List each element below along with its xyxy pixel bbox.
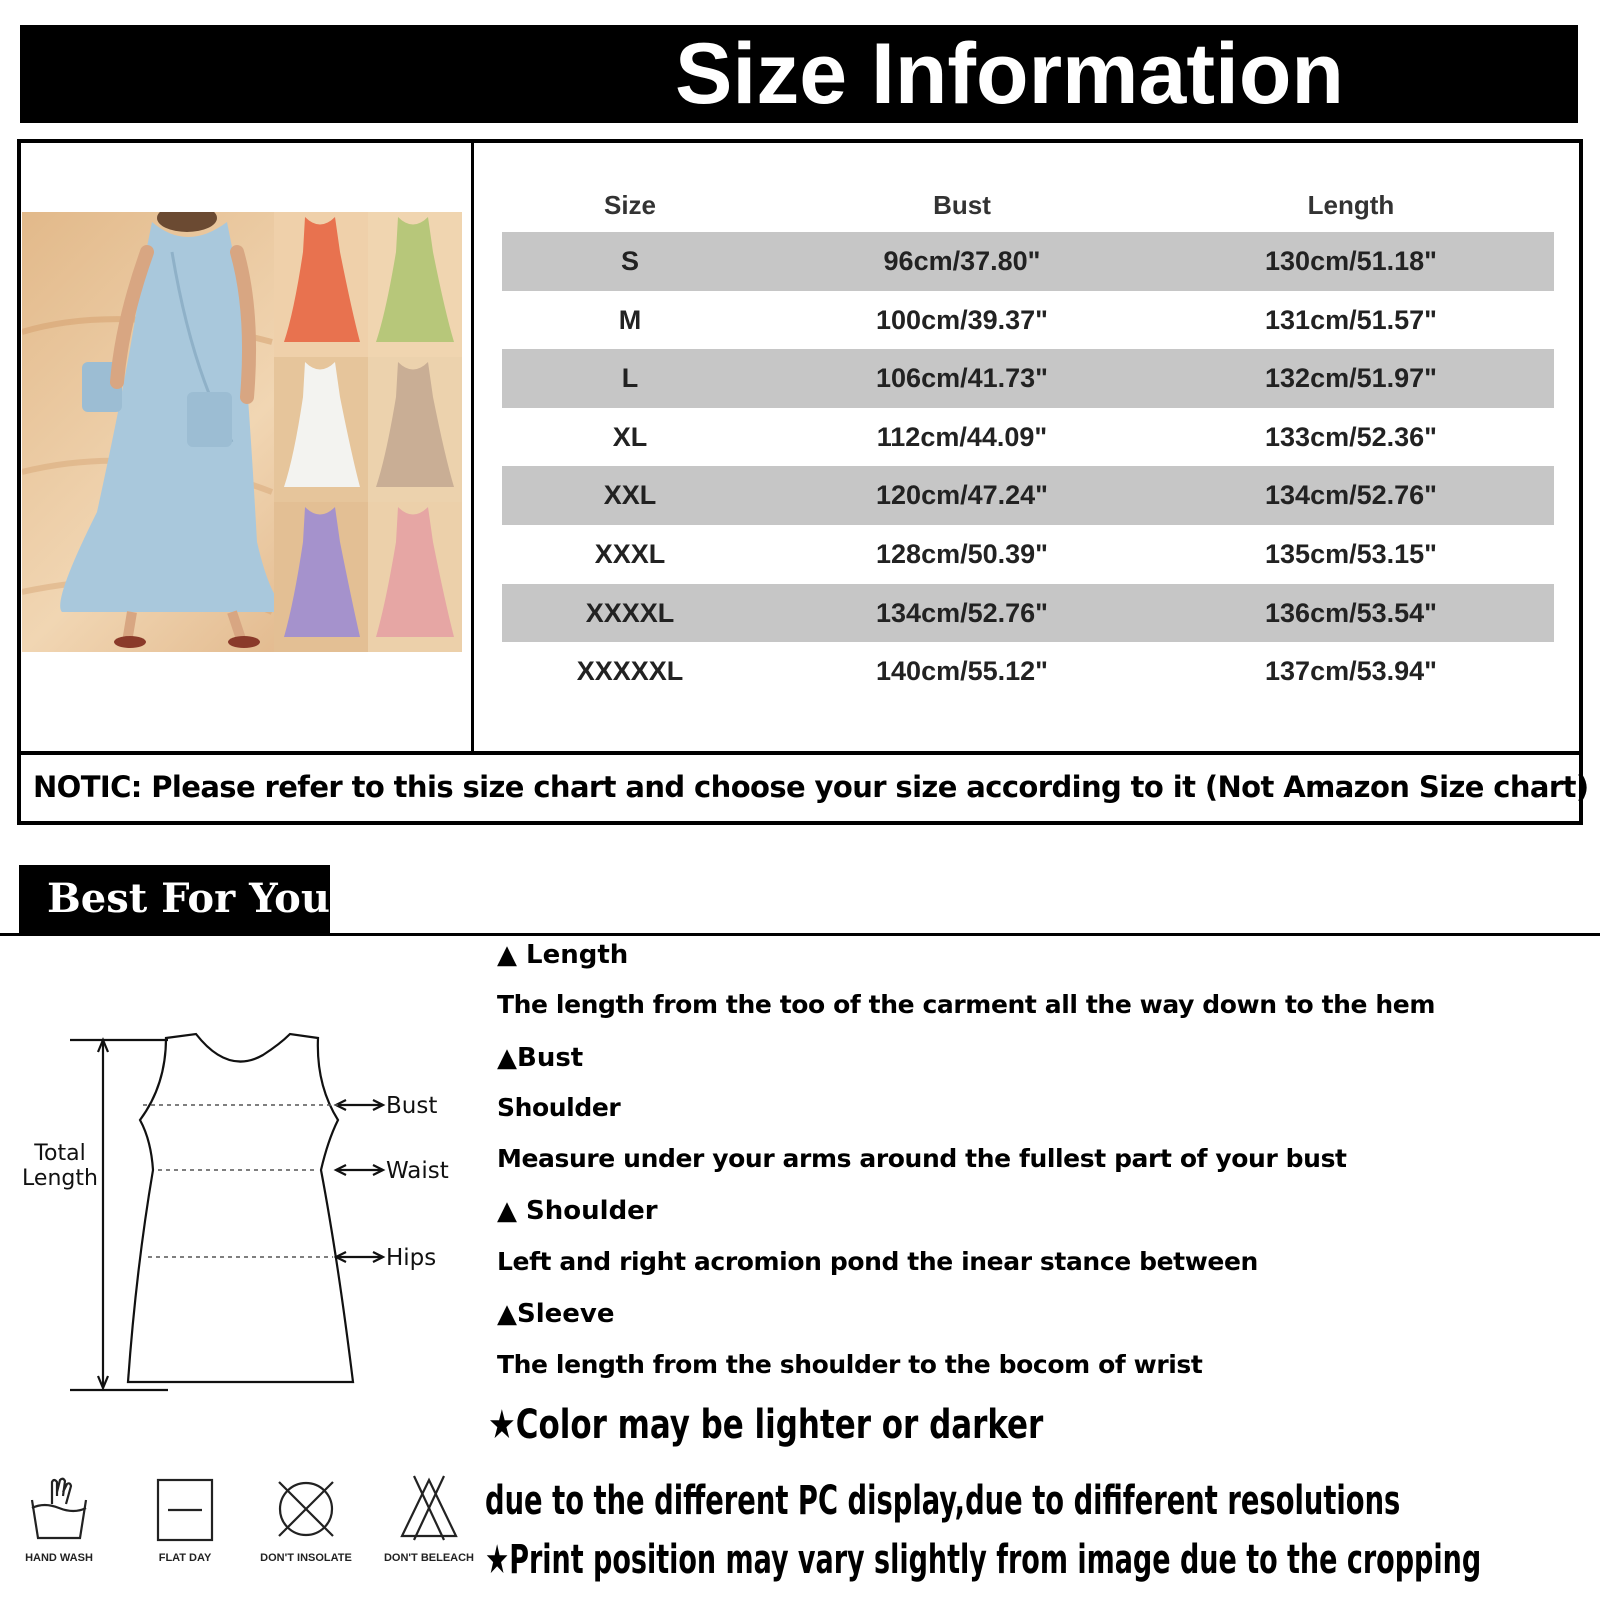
waist-label: Waist (386, 1158, 449, 1184)
length-heading: ▲ Length (497, 940, 629, 970)
thumb-khaki (368, 357, 462, 502)
color-note: ★Color may be lighter or darker (488, 1402, 1044, 1448)
care-label: DON'T INSOLATE (260, 1552, 352, 1564)
do-not-bleach-icon (394, 1474, 464, 1544)
table-row (502, 349, 1554, 408)
total-length-label: Total (34, 1141, 86, 1166)
shoulder-description: Left and right acromion pond the inear stance between (497, 1247, 1258, 1276)
care-item-flat-dry (130, 1474, 240, 1564)
page-title: Size Information (675, 26, 1344, 122)
bust-description: Measure under your arms around the fullest part of your bust (497, 1144, 1347, 1173)
bust-cell: 96cm/37.80" (883, 246, 1041, 276)
size-cell: S (620, 246, 639, 276)
frame-divider (471, 139, 474, 754)
header-banner (20, 25, 1578, 123)
hand-wash-icon (24, 1474, 94, 1544)
table-header (502, 190, 1554, 232)
do-not-tumble-icon (271, 1474, 341, 1544)
length-cell: 132cm/51.97" (1265, 363, 1437, 394)
flat-dry-icon (150, 1474, 220, 1544)
table-row (502, 525, 1554, 584)
care-label: HAND WASH (25, 1552, 93, 1564)
table-row (502, 584, 1554, 643)
size-cell: XXL (603, 480, 657, 511)
column-header-length: Length (1307, 190, 1395, 220)
bust-cell: 134cm/52.76" (876, 597, 1048, 628)
length-cell: 130cm/51.18" (1265, 246, 1437, 276)
table-row (502, 232, 1554, 291)
total-length-label: Length (22, 1166, 98, 1191)
size-cell: XXXL (594, 538, 666, 569)
print-note: ★Print position may vary slightly from image due to the cropping (485, 1537, 1482, 1583)
care-item-dont-bleach (374, 1474, 484, 1564)
size-cell: XXXXL (585, 597, 675, 628)
section-title: Best For You (47, 875, 330, 922)
display-note: due to the different PC display,due to dififerent resolutions (485, 1478, 1401, 1524)
length-description: The length from the too of the carment all the way down to the hem (497, 990, 1435, 1019)
care-item-dont-insolate (251, 1474, 361, 1564)
length-cell: 134cm/52.76" (1265, 480, 1437, 511)
dress-outline-diagram (18, 1030, 468, 1430)
thumb-white (274, 357, 368, 502)
length-cell: 131cm/51.57" (1265, 304, 1437, 335)
table-row (502, 642, 1554, 701)
thumb-pink (368, 502, 462, 652)
care-item-hand-wash (4, 1474, 114, 1564)
frame-divider (17, 751, 1583, 755)
care-label: DON'T BELEACH (383, 1552, 474, 1564)
bust-cell: 100cm/39.37" (876, 304, 1048, 335)
sleeve-description: The length from the shoulder to the bocom of wrist (497, 1350, 1203, 1379)
shoulder-subheading: Shoulder (497, 1093, 621, 1122)
column-header-size: Size (603, 190, 657, 220)
length-cell: 133cm/52.36" (1265, 421, 1437, 452)
thumb-green (368, 212, 462, 357)
bust-cell: 106cm/41.73" (876, 363, 1048, 394)
product-photo-collage (22, 212, 462, 652)
shoulder-heading: ▲ Shoulder (497, 1196, 658, 1226)
thumb-purple (274, 502, 368, 652)
size-cell: M (618, 304, 642, 335)
column-header-bust: Bust (933, 190, 991, 220)
bust-label: Bust (386, 1093, 438, 1119)
size-table (502, 190, 1554, 701)
section-divider (0, 933, 1600, 936)
table-row (502, 408, 1554, 467)
measurement-diagram (18, 1030, 468, 1430)
table-row (502, 466, 1554, 525)
sleeve-heading: ▲Sleeve (497, 1299, 615, 1329)
length-cell: 137cm/53.94" (1265, 656, 1437, 687)
size-cell: XL (612, 421, 648, 452)
thumb-orange (274, 212, 368, 357)
length-cell: 136cm/53.54" (1265, 597, 1437, 628)
hips-label: Hips (386, 1245, 437, 1271)
bust-cell: 112cm/44.09" (876, 421, 1048, 452)
length-cell: 135cm/53.15" (1265, 538, 1437, 569)
care-label: FLAT DAY (158, 1552, 212, 1564)
bust-cell: 128cm/50.39" (876, 538, 1048, 569)
table-row (502, 291, 1554, 350)
size-chart-notice: NOTIC: Please refer to this size chart and choose your size according to it (Not Amazon Size chart) (33, 770, 1589, 804)
size-cell: XXXXXL (576, 656, 684, 687)
best-for-you-tab (19, 865, 330, 935)
bust-cell: 120cm/47.24" (876, 480, 1048, 511)
product-photo (22, 212, 462, 652)
bust-heading: ▲Bust (497, 1043, 584, 1073)
bust-cell: 140cm/55.12" (876, 656, 1048, 687)
size-cell: L (621, 363, 639, 394)
